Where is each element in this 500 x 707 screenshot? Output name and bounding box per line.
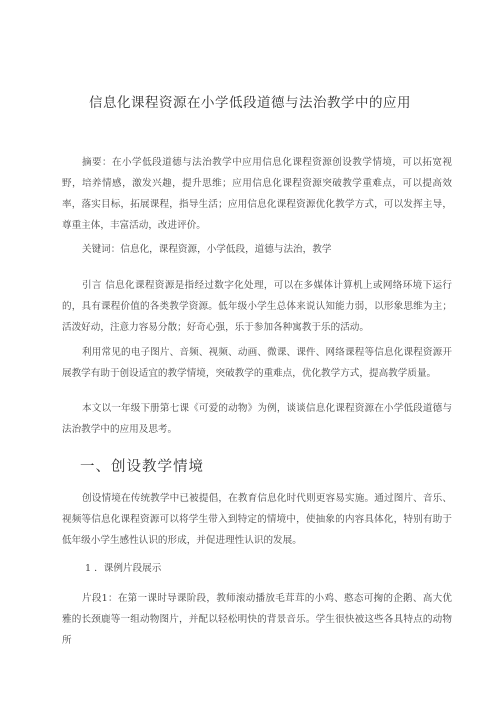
subsection-heading: 1 ．课例片段展示 (85, 563, 162, 574)
intro-paragraph: 引言 信息化课程资源是指经过数字化处理，可以在多媒体计算机上或网络环境下运行的，具有课程价值的各类教学资源。低年级小学生总体来说认知能力弱，以形象思维为主；活泼好动，注意力容易分散；好奇心强，乐于参加各种寓教于乐的活动。 (62, 280, 452, 333)
use-paragraph: 利用常见的电子图片、音频、视频、动画、微课、课件、网络课程等信息化课程资源开展教学有助于创设适宜的教学情境，突破教学的重难点，优化教学方式，提高教学质量。 (62, 347, 452, 379)
document-title: 信息化课程资源在小学低段道德与法治教学中的应用 (89, 95, 411, 111)
keywords-paragraph: 关键词：信息化，课程资源，小学低段，道德与法治，教学 (82, 244, 332, 255)
abstract-paragraph: 摘要：在小学低段道德与法治教学中应用信息化课程资源创设教学情境，可以拓宽视野，培养情感，激发兴趣，提升思维；应用信息化课程资源突破教学重难点，可以提高效率，落实目标，拓展课程，指导生活；应用信息化课程资源优化教学方式，可以发挥主导，尊重主体，丰富活动，改进评价。 (62, 157, 452, 231)
case-paragraph: 本文以一年级下册第七课《可爱的动物》为例，谈谈信息化课程资源在小学低段道德与法治教学中的应用及思考。 (62, 403, 452, 435)
section-heading: 一、创设教学情境 (80, 459, 204, 475)
fragment-paragraph: 片段1：在第一课时导课阶段，教师滚动播放毛茸茸的小鸡、憨态可掬的企鹅、高大优雅的长颈鹿等一组动物图片，并配以轻松明快的背景音乐。学生很快被这些各具特点的动物所 (62, 593, 452, 646)
section-paragraph: 创设情境在传统教学中已被提倡，在教育信息化时代则更容易实施。通过图片、音乐、视频等信息化课程资源可以将学生带入到特定的情境中，使抽象的内容具体化，特别有助于低年级小学生感性认识的形成，并促进理性认识的发展。 (62, 493, 452, 546)
